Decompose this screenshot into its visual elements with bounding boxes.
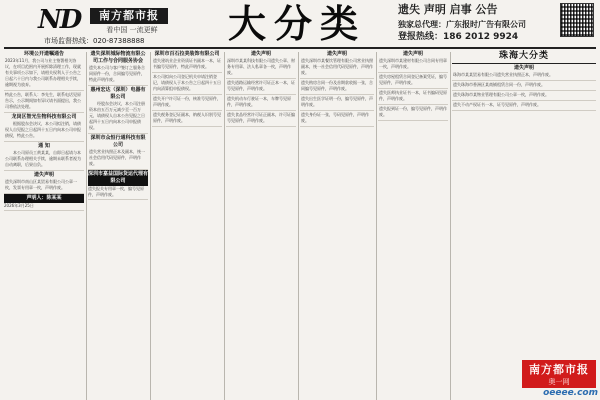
nd-logo: ND xyxy=(38,5,81,35)
column-1 xyxy=(4,50,84,400)
ad-body: 经股东会决议，本公司注册资本由五百万元减少至一百万元，请债权人自本公告见报之日起四十五日内向本公司申报债权。 xyxy=(89,101,145,130)
ad-body: 遗失建筑业企业资质证书副本一本，证书编号见原件，特此声明作废。 xyxy=(153,58,221,69)
ad-body: 遗失房屋租赁合同登记备案凭证，编号见原件，声明作废。 xyxy=(379,74,447,85)
supervision-hotline: 市场监督热线：020-87388888 xyxy=(44,37,145,45)
ad-body: 遗失医师执业证书一本，证书编码见原件，声明作废。 xyxy=(379,90,447,101)
classified-ad xyxy=(378,105,448,121)
ad-body: 遗失深圳市南山区某贸易有限公司公章一枚，发票专用章一枚，声明作废。 xyxy=(5,179,77,190)
column-2 xyxy=(88,50,148,400)
ad-title: 深圳市众恒行通科技有限公司 xyxy=(90,135,146,148)
column-divider xyxy=(376,52,377,400)
ad-body: 遗失税务登记证副本，纳税人识别号见原件，声明作废。 xyxy=(153,112,221,123)
column-zhuhai xyxy=(452,50,596,356)
ad-title: 惠州宏达（深圳）电器有限公司 xyxy=(90,87,146,100)
ad-body: 遗失食品经营许可证正副本，许可证编号见原件，声明作废。 xyxy=(227,112,295,123)
ad-title: 遗失声明 xyxy=(326,51,347,57)
ad-title: 深圳市嘉益国际货运代理有限公司 xyxy=(88,171,148,184)
column-4 xyxy=(226,50,296,400)
column-divider xyxy=(224,52,225,400)
column-divider xyxy=(450,52,451,400)
classified-ad xyxy=(4,194,84,211)
column-title: 珠海大分类 xyxy=(452,50,596,64)
footer-logo-sub: 奥一网 xyxy=(548,378,570,386)
classified-ad xyxy=(378,50,448,73)
classified-ad xyxy=(300,95,374,111)
ad-body: 根据股东会决议，本公司拟注销，请债权人自见报之日起四十五日内向本公司申报债权，特此公告。 xyxy=(5,121,81,138)
ad-body: 遗失开户许可证一份，核准号见原件，声明作废。 xyxy=(153,96,221,107)
page-header xyxy=(0,0,600,46)
ad-body: 遗失购房合同一份及首期款收据一张，合同编号见原件，声明作废。 xyxy=(301,80,373,91)
ad-body: 遗失珠海市某物业管理有限公司公章一枚，声明作废。 xyxy=(453,92,549,97)
ad-body: 遗失机动车行驶证一本，车牌号见原件，声明作废。 xyxy=(227,96,291,107)
ad-hotline: 登报热线：186 2012 9924 xyxy=(398,32,519,42)
footer-logo xyxy=(522,360,596,388)
ad-title: 通 知 xyxy=(38,143,50,149)
ad-body: 遗失出生医学证明一份，编号见原件，声明作废。 xyxy=(301,96,373,107)
classified-ad xyxy=(300,79,374,95)
column-5 xyxy=(300,50,374,400)
classified-ad xyxy=(152,95,222,111)
classified-ad xyxy=(452,81,596,91)
ad-title: 遗失声明 xyxy=(513,65,534,71)
footer-logo-text: 南方都市报 xyxy=(529,363,589,376)
classified-ad xyxy=(152,111,222,127)
ad-body: 遗失深圳市某餐饮管理有限公司营业执照副本，统一社会信用代码见原件，声明作废。 xyxy=(301,58,373,75)
classified-ad xyxy=(378,89,448,105)
classified-ad xyxy=(4,50,84,91)
classified-ad xyxy=(152,73,222,95)
classified-ad xyxy=(4,113,84,142)
classified-ad xyxy=(226,95,296,111)
header-divider xyxy=(4,47,596,49)
column-divider xyxy=(86,52,87,400)
classified-ad xyxy=(226,79,296,95)
ad-body: 本公司拟向公司登记机关申请注销登记，请债权人于本公告之日起四十五日内向清算组申报债权。 xyxy=(153,74,221,91)
ad-title: 龙岗区智光生物科技有限公司 xyxy=(11,114,77,120)
ad-title: 遗失声明 xyxy=(250,51,271,57)
classified-ad xyxy=(4,171,84,194)
ad-title: 深圳市百石拉美装饰有限公司 xyxy=(154,51,220,57)
column-divider xyxy=(298,52,299,400)
ad-body: 遗失报关专用章一枚，编号见原件，声明作废。 xyxy=(88,186,144,197)
classified-ad xyxy=(300,111,374,127)
qr-code-icon xyxy=(560,3,594,37)
ad-body: 遗失本公司与客户签订之服务合同原件一份，合同编号见原件，特此声明作废。 xyxy=(89,65,145,82)
ad-title: 环境公开遗嘱通告 xyxy=(23,51,64,57)
classified-ad xyxy=(88,86,148,134)
column-3 xyxy=(152,50,222,400)
classified-ad xyxy=(300,50,374,79)
ad-body: 遗失身份证一张，号码见原件，声明作废。 xyxy=(301,112,369,123)
ad-body: 特此公告，联系人：李先生，联系电话见原告示，公示期间如有异议请书面提出，我公司将依法处理。 xyxy=(5,92,81,109)
classified-ad xyxy=(152,50,222,73)
classified-ad xyxy=(452,64,596,81)
ad-body: 2023年11月，我公司与业主签署相关协议，在项目范围内开展拆除清理工作，现就有关事项公示如下，请相关权利人于公告之日起六十日内与我公司联系办理相关手续，逾期视为放弃。 xyxy=(5,58,81,87)
column-divider xyxy=(150,52,151,400)
ad-body: 遗失珠海市香洲区某商铺租赁合同一份，声明作废。 xyxy=(453,82,545,87)
ad-body: 深圳市某某科技有限公司遗失公章、财务专用章、法人私章各一枚，声明作废。 xyxy=(227,58,295,75)
site-watermark: oeeee.com xyxy=(543,388,598,398)
classified-ad xyxy=(452,91,596,101)
exclusive-agent: 独家总代理：广东报时广告有限公司 xyxy=(398,20,526,29)
ad-title: 遗失声明 xyxy=(402,51,423,57)
classified-ad xyxy=(88,170,148,200)
ad-title: 遗失深圳城际物流有限公司工作与合同服务协会 xyxy=(90,51,146,64)
classified-ad xyxy=(88,134,148,170)
classified-ad xyxy=(226,111,296,127)
classified-ad xyxy=(452,101,596,111)
ad-body: 珠海市某某贸易有限公司遗失营业执照正本，声明作废。 xyxy=(453,72,553,77)
ad-body: 遗失不动产权证书一本，证号见原件，声明作废。 xyxy=(453,102,541,107)
classified-ad xyxy=(4,91,84,113)
logo-slogan: 看中国 一流更鲜 xyxy=(106,26,158,34)
notice-types: 遗失 声明 启事 公告 xyxy=(398,3,498,16)
ad-body: 2026年3月25日 xyxy=(4,203,34,208)
ad-body: 遗失营业执照正本及副本，统一社会信用代码见原件，声明作废。 xyxy=(89,149,145,166)
column-6 xyxy=(378,50,448,400)
ad-title: 遗失声明 xyxy=(33,172,54,178)
classified-ad xyxy=(88,50,148,86)
classified-ad xyxy=(226,50,296,79)
ad-body: 遗失道路运输经营许可证正本一本，证号见原件，声明作废。 xyxy=(227,80,295,91)
ad-body: 本公司原员工黄某某，自即日起请与本公司联系办理相关手续，逾期未联系者视为自动离职，后果自负。 xyxy=(5,150,81,167)
newspaper-logo: 南方都市报 xyxy=(90,8,168,24)
ad-title: 声明人：陈某某 xyxy=(4,194,84,203)
ad-body: 遗失报到证一份，编号见原件，声明作废。 xyxy=(379,106,447,117)
ad-body: 遗失深圳市某建材有限公司合同专用章一枚，声明作废。 xyxy=(379,58,447,69)
classified-ad xyxy=(4,142,84,171)
classified-ad xyxy=(378,73,448,89)
section-masthead: 大分类 xyxy=(227,1,366,46)
header-right-block xyxy=(398,2,558,46)
